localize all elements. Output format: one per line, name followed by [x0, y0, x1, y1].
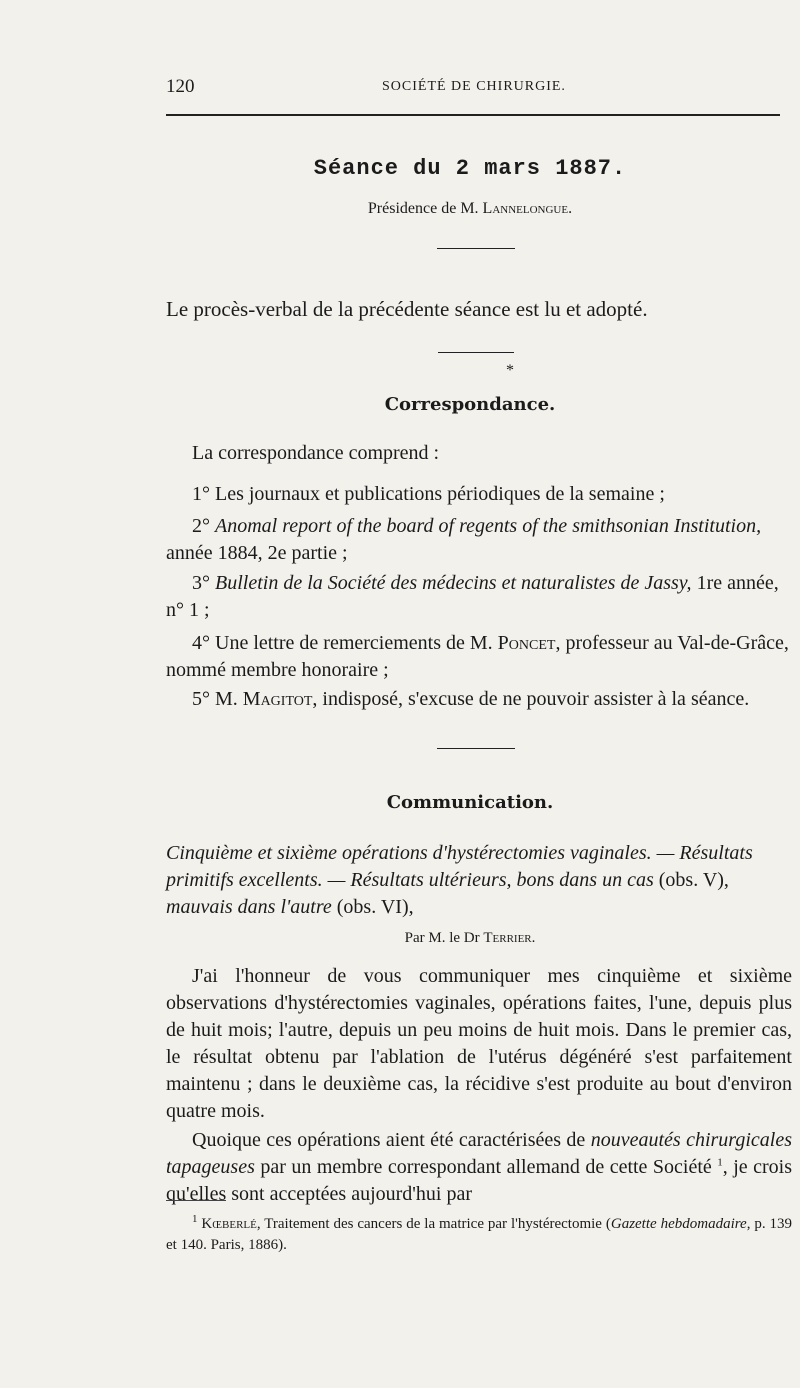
quoted-phrase: nouveautés chirurgicales tapageuses [166, 1129, 792, 1178]
communication-heading [166, 840, 792, 921]
presidence-prefix: Présidence de M. [367, 200, 479, 217]
author-prefix: Par M. le Dr [404, 930, 480, 946]
paragraph [166, 1127, 792, 1208]
footnote-mark: 1 [192, 1213, 198, 1225]
communication-title: Communication. [386, 792, 554, 813]
item-title: Anomal report of the board of regents of the smithsonian Institution, [215, 515, 762, 537]
person-name: Poncet [497, 632, 556, 654]
item-title: Bulletin de la Société des médecins et naturalistes de Jassy, [215, 572, 692, 594]
section-divider [437, 248, 515, 249]
item-text: 1° Les journaux et publications périodiques de la semaine ; [192, 483, 665, 505]
heading-obs: (obs. V), [653, 869, 729, 891]
paragraph-text: par un membre correspondant allemand de cette Société [254, 1156, 718, 1178]
correspondance-intro [166, 440, 792, 467]
presidence-suffix: . [568, 200, 573, 217]
heading-obs: (obs. VI), [331, 896, 414, 918]
correspondance-title: Correspondance. [384, 394, 556, 415]
page-number: 120 [166, 76, 195, 97]
item-text: 1re année, n° 1 ; [166, 572, 779, 621]
list-item [166, 630, 792, 684]
asterisk-mark: * [506, 362, 514, 379]
author-suffix: . [531, 930, 536, 946]
heading-text: mauvais dans l'autre [166, 896, 332, 918]
footnote-text: , p. 139 et 140. Paris, 1886). [166, 1216, 793, 1253]
paragraph-text: J'ai l'honneur de vous communiquer mes cinquième et sixième observations d'hystérectomies vaginales, opérations faites, l'une, depuis plus de huit mois; l'autre, depuis un peu moins de huit mois. Dans le premier cas, le résultat obtenu par l'ablation de l'utérus dégénéré s'est parfaitement maintenu ; dans le deuxième cas, la récidive s'est produite au bout d'environ quatre mois. [166, 965, 792, 1122]
presidence-line [140, 200, 800, 218]
item-number: 2° [192, 515, 210, 537]
footnote [166, 1214, 792, 1256]
item-text: 4° Une lettre de remerciements de M. [192, 632, 493, 654]
president-name: Lannelongue [482, 200, 569, 217]
intro-text: La correspondance comprend : [192, 442, 440, 464]
item-text: année 1884, 2e partie ; [166, 542, 348, 564]
page-header [166, 76, 760, 100]
item-text: 5° M. [192, 688, 238, 710]
paragraph-text: Quoique ces opérations aient été caractérisées de [192, 1129, 591, 1151]
item-text: , indisposé, s'excuse de ne pouvoir assister à la séance. [312, 688, 750, 710]
seance-title: Séance du 2 mars 1887. [313, 156, 627, 181]
footnote-rule [166, 1200, 226, 1201]
section-divider [437, 748, 515, 749]
proces-verbal: Le procès-verbal de la précédente séance est lu et adopté. [166, 297, 648, 321]
item-number: 3° [192, 572, 210, 594]
running-head: SOCIÉTÉ DE CHIRURGIE. [382, 79, 566, 94]
list-item [166, 686, 792, 713]
list-item [166, 570, 792, 624]
footnote-journal: Gazette hebdomadaire [610, 1216, 747, 1232]
footnote-text: , Traitement des cancers de la matrice par l'hystérectomie ( [256, 1216, 611, 1232]
list-item [166, 513, 792, 567]
header-rule [166, 114, 780, 116]
paragraph-text: , je crois qu'elles sont acceptées aujourd'hui par [166, 1156, 792, 1205]
list-item [166, 481, 792, 508]
author-line [140, 930, 800, 947]
footnote-ref[interactable]: 1 [717, 1156, 723, 1169]
person-name: Magitot [242, 688, 313, 710]
paragraph [166, 963, 792, 1125]
footnote-author: Kœberlé [201, 1216, 257, 1232]
section-divider [438, 352, 514, 353]
author-name: Terrier [483, 930, 532, 946]
item-text: , professeur au Val-de-Grâce, nommé membre honoraire ; [166, 632, 789, 681]
heading-text: Cinquième et sixième opérations d'hystérectomies vaginales. — Résultats primitifs excellents. — Résultats ultérieurs, bons dans un cas [166, 842, 753, 891]
